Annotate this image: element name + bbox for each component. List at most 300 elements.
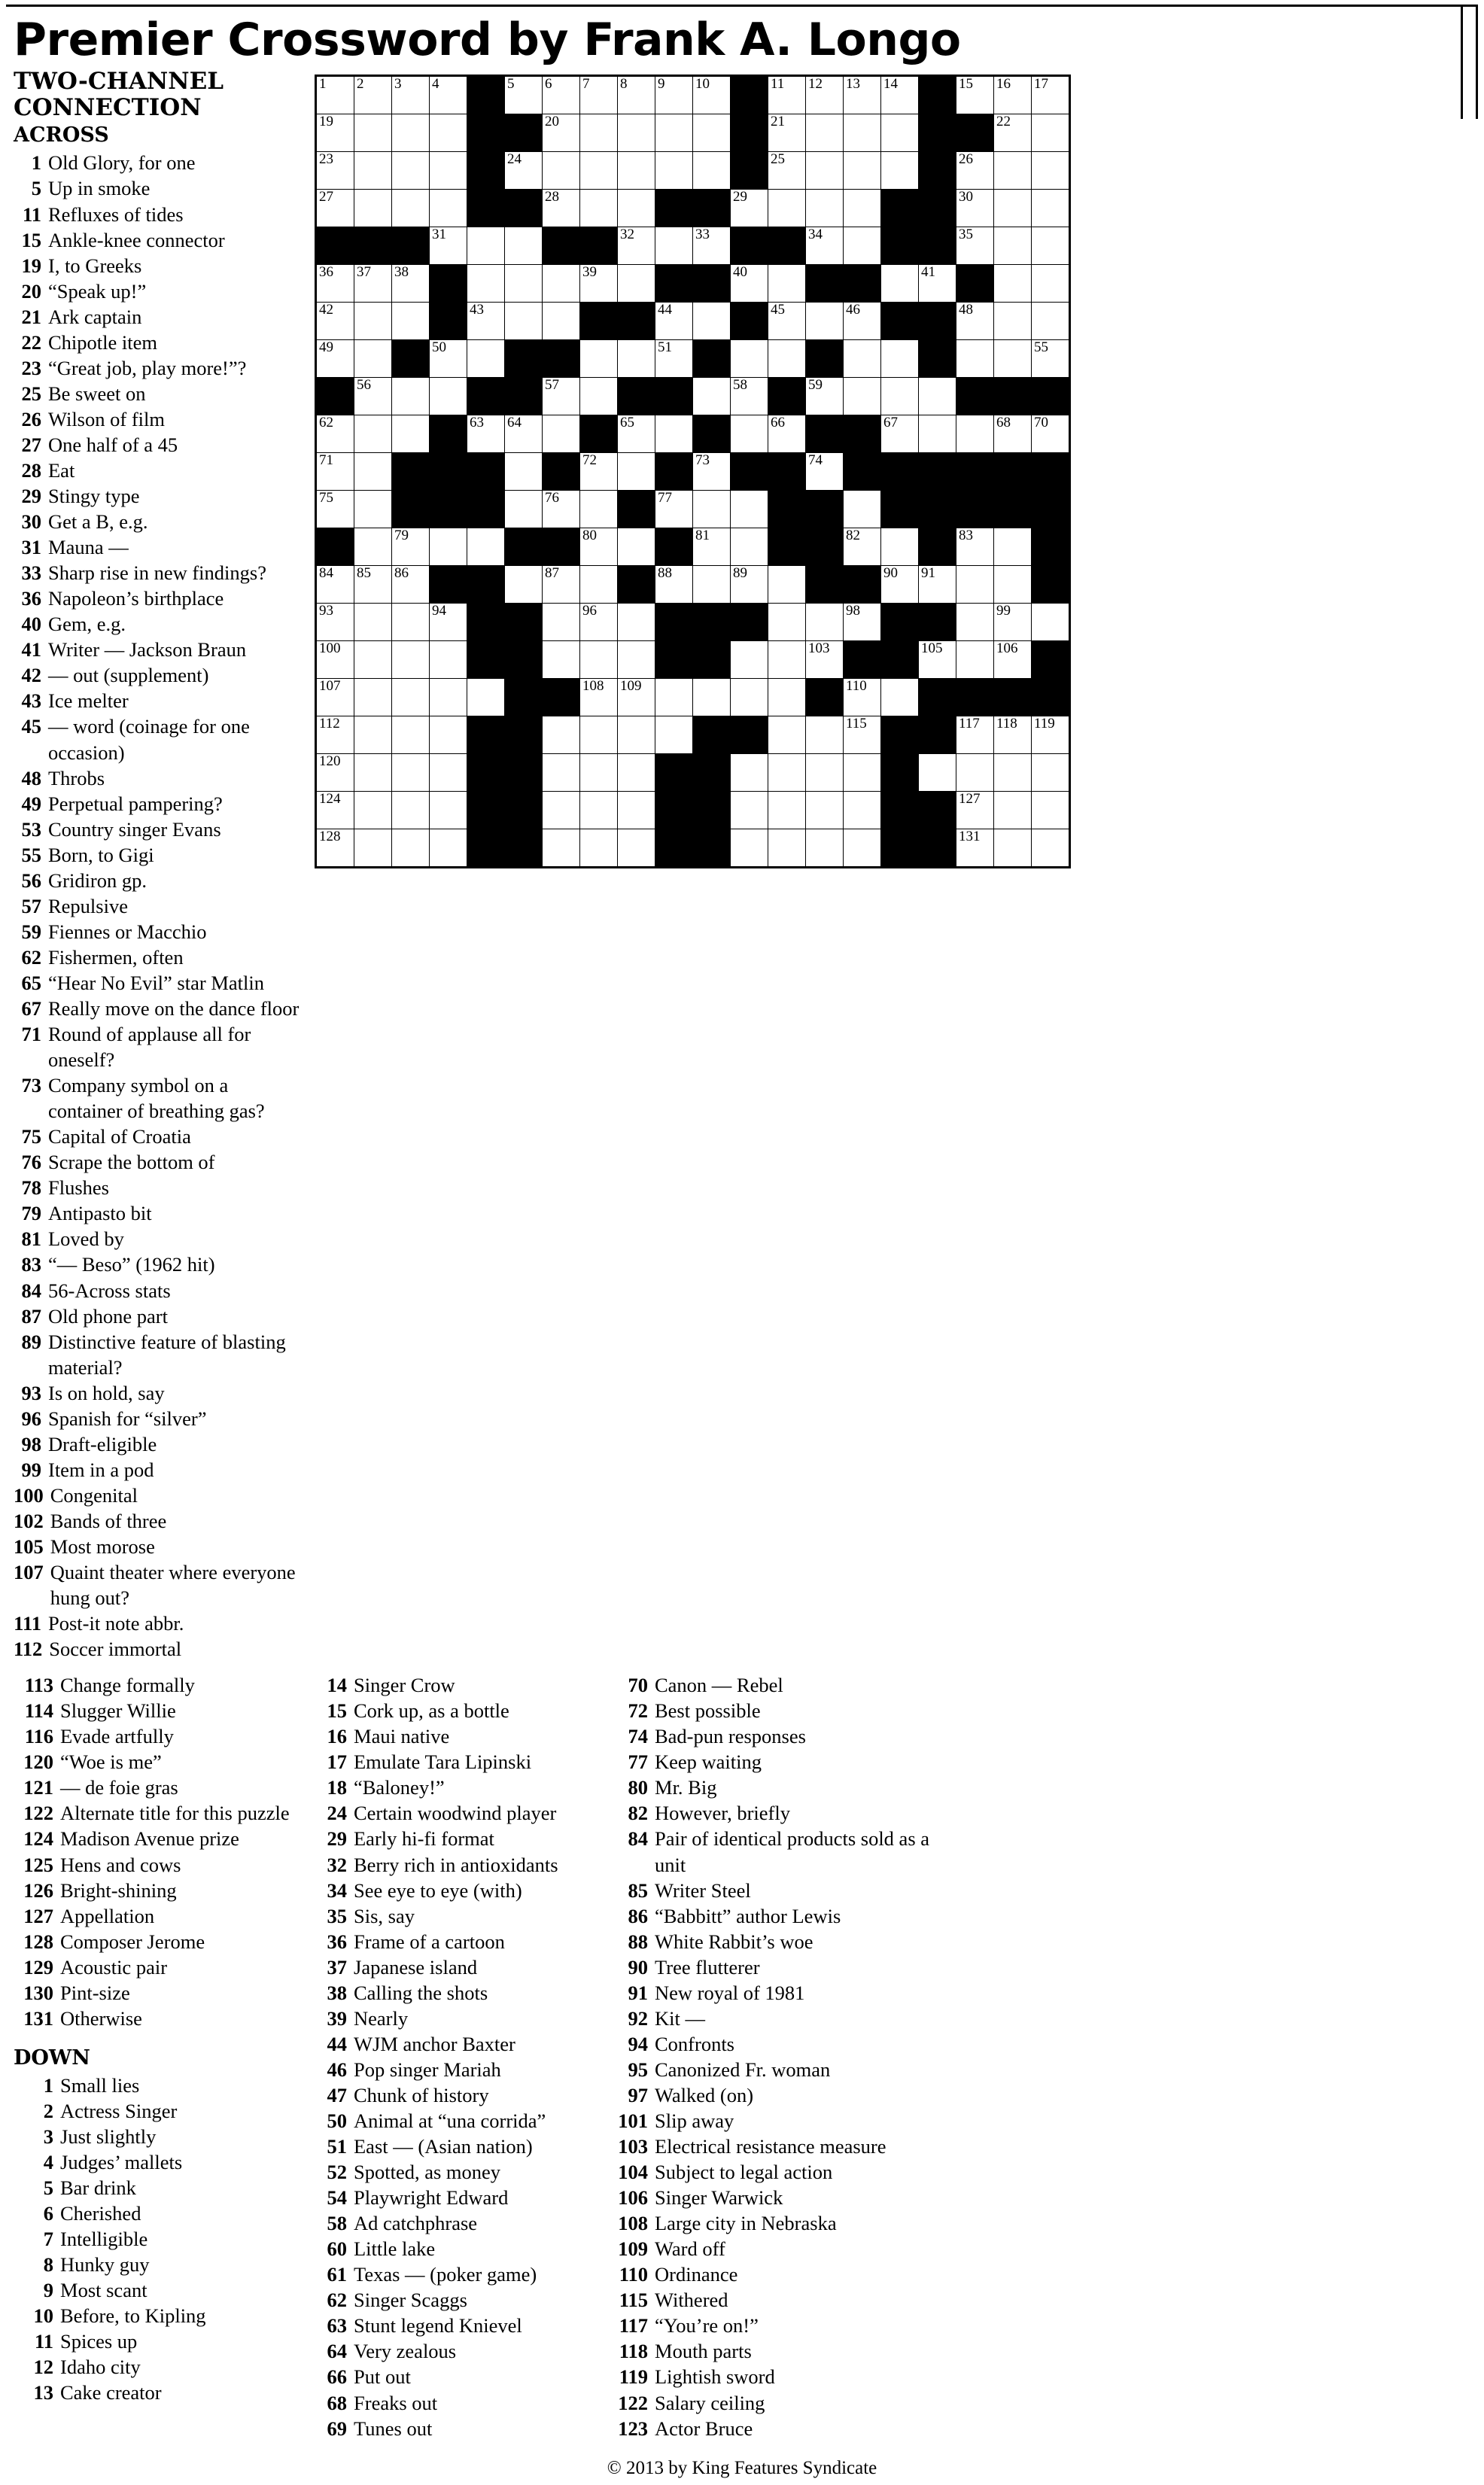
- grid-cell[interactable]: [655, 716, 693, 754]
- grid-cell[interactable]: [731, 792, 768, 829]
- grid-cell[interactable]: [881, 76, 919, 114]
- grid-cell[interactable]: [806, 716, 844, 754]
- grid-cell[interactable]: [505, 265, 543, 303]
- grid-cell[interactable]: [505, 453, 543, 491]
- grid-cell[interactable]: [543, 566, 580, 604]
- grid-cell[interactable]: [618, 829, 655, 868]
- grid-cell[interactable]: [731, 566, 768, 604]
- grid-cell[interactable]: [1032, 340, 1070, 378]
- grid-cell[interactable]: [467, 679, 505, 716]
- grid-cell[interactable]: [693, 453, 731, 491]
- grid-cell[interactable]: [956, 716, 994, 754]
- grid-cell[interactable]: [956, 76, 994, 114]
- grid-cell[interactable]: [844, 76, 881, 114]
- grid-cell[interactable]: [956, 340, 994, 378]
- grid-cell[interactable]: [316, 716, 354, 754]
- grid-cell[interactable]: [994, 152, 1032, 190]
- grid-cell[interactable]: [731, 340, 768, 378]
- grid-cell[interactable]: [1032, 415, 1070, 453]
- grid-cell[interactable]: [392, 754, 430, 792]
- grid-cell[interactable]: [956, 152, 994, 190]
- grid-cell[interactable]: [956, 792, 994, 829]
- clue-item: [608, 1980, 957, 2006]
- grid-cell[interactable]: [543, 829, 580, 868]
- clue-text: Most scant: [60, 2279, 147, 2302]
- grid-cell[interactable]: [881, 340, 919, 378]
- grid-cell[interactable]: [768, 114, 806, 152]
- grid-cell[interactable]: [844, 491, 881, 528]
- grid-cell[interactable]: [580, 340, 618, 378]
- grid-cell[interactable]: [467, 528, 505, 566]
- grid-cell[interactable]: [392, 641, 430, 679]
- grid-cell[interactable]: [806, 227, 844, 265]
- grid-cell[interactable]: [354, 152, 392, 190]
- grid-cell[interactable]: [768, 566, 806, 604]
- grid-cell[interactable]: [994, 76, 1032, 114]
- clue-text: Is on hold, say: [48, 1381, 165, 1404]
- grid-cell[interactable]: [316, 604, 354, 641]
- grid-cell[interactable]: [994, 340, 1032, 378]
- grid-cell[interactable]: [844, 114, 881, 152]
- grid-cell[interactable]: [881, 566, 919, 604]
- grid-cell[interactable]: [1032, 604, 1070, 641]
- grid-cell[interactable]: [354, 453, 392, 491]
- grid-cell[interactable]: [392, 190, 430, 227]
- grid-cell[interactable]: [655, 340, 693, 378]
- grid-cell[interactable]: [844, 152, 881, 190]
- grid-cell[interactable]: [354, 528, 392, 566]
- grid-cell[interactable]: [580, 76, 618, 114]
- grid-cell[interactable]: [618, 152, 655, 190]
- grid-cell[interactable]: [1032, 716, 1070, 754]
- grid-cell[interactable]: [806, 754, 844, 792]
- grid-cell[interactable]: [919, 754, 956, 792]
- grid-cell[interactable]: [354, 415, 392, 453]
- grid-cell[interactable]: [392, 604, 430, 641]
- grid-cell[interactable]: [768, 340, 806, 378]
- grid-cell[interactable]: [1032, 792, 1070, 829]
- grid-cell[interactable]: [731, 754, 768, 792]
- grid-cell[interactable]: [956, 528, 994, 566]
- grid-cell[interactable]: [316, 792, 354, 829]
- grid-cell[interactable]: [543, 716, 580, 754]
- grid-cell[interactable]: [655, 415, 693, 453]
- grid-cell[interactable]: [994, 754, 1032, 792]
- grid-cell[interactable]: [392, 76, 430, 114]
- grid-cell[interactable]: [392, 415, 430, 453]
- grid-cell[interactable]: [430, 114, 467, 152]
- grid-cell[interactable]: [731, 491, 768, 528]
- grid-cell[interactable]: [430, 152, 467, 190]
- grid-cell[interactable]: [806, 604, 844, 641]
- grid-cell[interactable]: [806, 303, 844, 340]
- grid-cell[interactable]: [392, 378, 430, 415]
- grid-cell[interactable]: [806, 453, 844, 491]
- grid-cell[interactable]: [543, 378, 580, 415]
- clue-number: 86: [628, 1904, 648, 1927]
- grid-cell[interactable]: [618, 415, 655, 453]
- grid-cell[interactable]: [354, 566, 392, 604]
- grid-cell[interactable]: [580, 566, 618, 604]
- grid-cell[interactable]: [505, 152, 543, 190]
- grid-cell[interactable]: [844, 604, 881, 641]
- grid-cell[interactable]: [994, 303, 1032, 340]
- grid-cell[interactable]: [655, 491, 693, 528]
- grid-cell[interactable]: [505, 491, 543, 528]
- grid-cell[interactable]: [1032, 754, 1070, 792]
- grid-cell[interactable]: [693, 491, 731, 528]
- grid-cell[interactable]: [994, 641, 1032, 679]
- clue-number: 59: [21, 920, 41, 943]
- grid-cell[interactable]: [354, 829, 392, 868]
- grid-cell[interactable]: [731, 679, 768, 716]
- grid-cell[interactable]: [316, 415, 354, 453]
- crossword-grid[interactable]: [315, 75, 1071, 868]
- grid-cell[interactable]: [543, 152, 580, 190]
- grid-cell[interactable]: [956, 190, 994, 227]
- grid-block-cell: [693, 829, 731, 868]
- grid-cell[interactable]: [392, 303, 430, 340]
- grid-cell[interactable]: [430, 792, 467, 829]
- grid-cell[interactable]: [392, 716, 430, 754]
- grid-cell[interactable]: [354, 303, 392, 340]
- grid-cell[interactable]: [354, 265, 392, 303]
- clue-number: 19: [21, 254, 41, 277]
- grid-cell[interactable]: [1032, 227, 1070, 265]
- grid-cell[interactable]: [316, 152, 354, 190]
- grid-cell[interactable]: [994, 528, 1032, 566]
- grid-cell[interactable]: [994, 415, 1032, 453]
- grid-cell[interactable]: [881, 265, 919, 303]
- grid-cell[interactable]: [806, 378, 844, 415]
- grid-cell[interactable]: [580, 604, 618, 641]
- grid-cell[interactable]: [543, 792, 580, 829]
- grid-cell[interactable]: [806, 829, 844, 868]
- grid-cell[interactable]: [430, 754, 467, 792]
- grid-cell[interactable]: [881, 415, 919, 453]
- grid-cell[interactable]: [354, 716, 392, 754]
- grid-cell[interactable]: [844, 829, 881, 868]
- grid-cell-number: 2: [357, 76, 364, 92]
- grid-cell[interactable]: [316, 265, 354, 303]
- grid-cell[interactable]: [430, 679, 467, 716]
- grid-cell[interactable]: [580, 152, 618, 190]
- grid-cell[interactable]: [580, 829, 618, 868]
- clue-item: [14, 406, 304, 432]
- grid-cell[interactable]: [467, 227, 505, 265]
- grid-cell[interactable]: [580, 491, 618, 528]
- grid-cell[interactable]: [844, 190, 881, 227]
- grid-cell[interactable]: [543, 303, 580, 340]
- grid-cell[interactable]: [392, 528, 430, 566]
- grid-cell[interactable]: [618, 453, 655, 491]
- grid-cell[interactable]: [844, 340, 881, 378]
- grid-cell[interactable]: [316, 491, 354, 528]
- grid-cell[interactable]: [316, 114, 354, 152]
- grid-cell[interactable]: [768, 829, 806, 868]
- grid-cell[interactable]: [392, 114, 430, 152]
- grid-cell[interactable]: [806, 641, 844, 679]
- grid-cell[interactable]: [844, 792, 881, 829]
- grid-cell[interactable]: [430, 227, 467, 265]
- grid-cell[interactable]: [580, 190, 618, 227]
- grid-cell[interactable]: [655, 76, 693, 114]
- grid-cell[interactable]: [1032, 114, 1070, 152]
- grid-cell[interactable]: [994, 566, 1032, 604]
- grid-cell[interactable]: [580, 114, 618, 152]
- grid-cell[interactable]: [994, 265, 1032, 303]
- grid-cell[interactable]: [881, 528, 919, 566]
- grid-cell[interactable]: [543, 265, 580, 303]
- grid-cell[interactable]: [693, 152, 731, 190]
- grid-cell[interactable]: [392, 679, 430, 716]
- grid-cell[interactable]: [956, 604, 994, 641]
- grid-cell[interactable]: [618, 792, 655, 829]
- grid-cell[interactable]: [392, 152, 430, 190]
- clue-item: [608, 1826, 957, 1877]
- grid-cell[interactable]: [655, 114, 693, 152]
- grid-cell[interactable]: [316, 453, 354, 491]
- grid-cell[interactable]: [316, 340, 354, 378]
- grid-cell[interactable]: [316, 679, 354, 716]
- grid-cell[interactable]: [1032, 303, 1070, 340]
- grid-cell[interactable]: [956, 829, 994, 868]
- grid-cell[interactable]: [430, 76, 467, 114]
- grid-cell[interactable]: [354, 114, 392, 152]
- grid-cell[interactable]: [430, 340, 467, 378]
- grid-cell[interactable]: [844, 528, 881, 566]
- grid-cell[interactable]: [919, 415, 956, 453]
- grid-cell[interactable]: [956, 641, 994, 679]
- grid-cell[interactable]: [354, 641, 392, 679]
- grid-cell[interactable]: [618, 265, 655, 303]
- grid-cell[interactable]: [994, 114, 1032, 152]
- grid-cell[interactable]: [505, 566, 543, 604]
- grid-cell[interactable]: [768, 190, 806, 227]
- grid-cell[interactable]: [956, 303, 994, 340]
- grid-cell[interactable]: [580, 716, 618, 754]
- grid-cell[interactable]: [618, 604, 655, 641]
- grid-cell[interactable]: [1032, 265, 1070, 303]
- grid-cell[interactable]: [467, 265, 505, 303]
- grid-cell[interactable]: [618, 340, 655, 378]
- grid-cell[interactable]: [430, 829, 467, 868]
- grid-cell[interactable]: [806, 114, 844, 152]
- grid-cell[interactable]: [806, 792, 844, 829]
- grid-cell[interactable]: [354, 754, 392, 792]
- grid-cell[interactable]: [1032, 829, 1070, 868]
- grid-cell[interactable]: [543, 491, 580, 528]
- grid-cell[interactable]: [618, 114, 655, 152]
- grid-cell[interactable]: [768, 641, 806, 679]
- grid-cell[interactable]: [655, 152, 693, 190]
- grid-cell[interactable]: [994, 227, 1032, 265]
- grid-cell[interactable]: [580, 453, 618, 491]
- grid-cell[interactable]: [1032, 152, 1070, 190]
- grid-cell[interactable]: [543, 604, 580, 641]
- grid-cell[interactable]: [844, 227, 881, 265]
- grid-cell-number: 90: [883, 565, 898, 581]
- grid-cell[interactable]: [430, 604, 467, 641]
- grid-cell[interactable]: [580, 792, 618, 829]
- grid-cell[interactable]: [316, 829, 354, 868]
- grid-cell[interactable]: [354, 340, 392, 378]
- clue-text: Ad catchphrase: [354, 2212, 478, 2235]
- grid-cell[interactable]: [543, 114, 580, 152]
- grid-cell[interactable]: [430, 528, 467, 566]
- grid-cell[interactable]: [693, 76, 731, 114]
- grid-cell[interactable]: [354, 792, 392, 829]
- grid-cell[interactable]: [768, 604, 806, 641]
- grid-cell[interactable]: [316, 190, 354, 227]
- clue-text: “You’re on!”: [655, 2314, 759, 2337]
- grid-cell[interactable]: [806, 152, 844, 190]
- grid-cell[interactable]: [881, 152, 919, 190]
- grid-cell[interactable]: [618, 190, 655, 227]
- grid-cell[interactable]: [354, 679, 392, 716]
- grid-cell[interactable]: [505, 303, 543, 340]
- grid-cell[interactable]: [881, 378, 919, 415]
- clue-number: 34: [327, 1878, 347, 1902]
- grid-cell[interactable]: [618, 227, 655, 265]
- grid-cell[interactable]: [618, 754, 655, 792]
- grid-cell[interactable]: [994, 829, 1032, 868]
- grid-cell[interactable]: [768, 76, 806, 114]
- grid-cell[interactable]: [316, 303, 354, 340]
- grid-cell[interactable]: [392, 566, 430, 604]
- grid-cell[interactable]: [1032, 190, 1070, 227]
- grid-cell[interactable]: [994, 604, 1032, 641]
- grid-cell[interactable]: [844, 378, 881, 415]
- grid-cell[interactable]: [994, 792, 1032, 829]
- grid-block-cell: [467, 604, 505, 641]
- grid-cell[interactable]: [844, 679, 881, 716]
- grid-cell[interactable]: [768, 792, 806, 829]
- grid-cell[interactable]: [580, 528, 618, 566]
- grid-cell[interactable]: [731, 378, 768, 415]
- grid-cell[interactable]: [994, 716, 1032, 754]
- grid-cell[interactable]: [580, 378, 618, 415]
- grid-cell[interactable]: [768, 754, 806, 792]
- grid-cell[interactable]: [881, 114, 919, 152]
- grid-cell[interactable]: [655, 303, 693, 340]
- grid-cell[interactable]: [768, 265, 806, 303]
- grid-cell[interactable]: [731, 415, 768, 453]
- grid-cell[interactable]: [693, 227, 731, 265]
- grid-cell[interactable]: [543, 190, 580, 227]
- grid-cell[interactable]: [994, 190, 1032, 227]
- grid-cell[interactable]: [844, 303, 881, 340]
- grid-cell[interactable]: [956, 227, 994, 265]
- grid-cell[interactable]: [316, 754, 354, 792]
- grid-cell[interactable]: [618, 679, 655, 716]
- grid-cell[interactable]: [731, 641, 768, 679]
- clue-text: Be sweet on: [48, 382, 146, 405]
- grid-cell[interactable]: [693, 378, 731, 415]
- grid-cell[interactable]: [430, 641, 467, 679]
- grid-cell[interactable]: [467, 303, 505, 340]
- grid-cell[interactable]: [844, 716, 881, 754]
- grid-cell[interactable]: [354, 76, 392, 114]
- grid-cell[interactable]: [580, 754, 618, 792]
- grid-cell[interactable]: [731, 829, 768, 868]
- grid-cell[interactable]: [655, 679, 693, 716]
- grid-cell[interactable]: [919, 566, 956, 604]
- grid-cell[interactable]: [956, 566, 994, 604]
- grid-cell[interactable]: [655, 227, 693, 265]
- grid-cell[interactable]: [354, 491, 392, 528]
- grid-cell[interactable]: [543, 754, 580, 792]
- grid-cell[interactable]: [354, 378, 392, 415]
- grid-cell[interactable]: [693, 528, 731, 566]
- grid-cell[interactable]: [618, 716, 655, 754]
- grid-cell[interactable]: [731, 528, 768, 566]
- grid-cell[interactable]: [392, 265, 430, 303]
- grid-block-cell: [505, 340, 543, 378]
- grid-cell[interactable]: [768, 716, 806, 754]
- grid-cell[interactable]: [768, 679, 806, 716]
- grid-cell[interactable]: [505, 227, 543, 265]
- grid-cell[interactable]: [881, 679, 919, 716]
- grid-cell[interactable]: [430, 190, 467, 227]
- grid-cell[interactable]: [693, 114, 731, 152]
- grid-cell[interactable]: [467, 340, 505, 378]
- grid-cell[interactable]: [505, 415, 543, 453]
- grid-cell[interactable]: [543, 76, 580, 114]
- grid-cell[interactable]: [806, 190, 844, 227]
- grid-cell[interactable]: [618, 528, 655, 566]
- grid-cell[interactable]: [618, 76, 655, 114]
- grid-block-cell: [467, 716, 505, 754]
- grid-cell[interactable]: [693, 679, 731, 716]
- grid-cell[interactable]: [580, 641, 618, 679]
- grid-cell[interactable]: [618, 641, 655, 679]
- grid-cell[interactable]: [316, 566, 354, 604]
- grid-cell[interactable]: [768, 303, 806, 340]
- grid-block-cell: [655, 265, 693, 303]
- grid-cell[interactable]: [354, 190, 392, 227]
- grid-cell[interactable]: [768, 415, 806, 453]
- grid-cell[interactable]: [919, 641, 956, 679]
- grid-cell[interactable]: [580, 265, 618, 303]
- grid-cell[interactable]: [731, 190, 768, 227]
- grid-cell[interactable]: [768, 152, 806, 190]
- grid-cell[interactable]: [392, 792, 430, 829]
- grid-cell[interactable]: [392, 829, 430, 868]
- grid-cell[interactable]: [543, 415, 580, 453]
- grid-cell[interactable]: [354, 604, 392, 641]
- grid-cell[interactable]: [731, 265, 768, 303]
- grid-cell[interactable]: [919, 265, 956, 303]
- grid-cell[interactable]: [316, 76, 354, 114]
- grid-cell[interactable]: [655, 566, 693, 604]
- grid-cell[interactable]: [919, 378, 956, 415]
- grid-cell[interactable]: [505, 76, 543, 114]
- grid-cell[interactable]: [844, 754, 881, 792]
- grid-cell[interactable]: [806, 76, 844, 114]
- grid-cell[interactable]: [956, 754, 994, 792]
- grid-cell[interactable]: [316, 641, 354, 679]
- grid-cell[interactable]: [430, 378, 467, 415]
- grid-cell[interactable]: [580, 679, 618, 716]
- grid-cell[interactable]: [693, 566, 731, 604]
- grid-cell[interactable]: [693, 303, 731, 340]
- grid-cell[interactable]: [543, 641, 580, 679]
- grid-cell[interactable]: [430, 716, 467, 754]
- grid-cell[interactable]: [956, 415, 994, 453]
- grid-cell[interactable]: [1032, 76, 1070, 114]
- grid-cell[interactable]: [467, 415, 505, 453]
